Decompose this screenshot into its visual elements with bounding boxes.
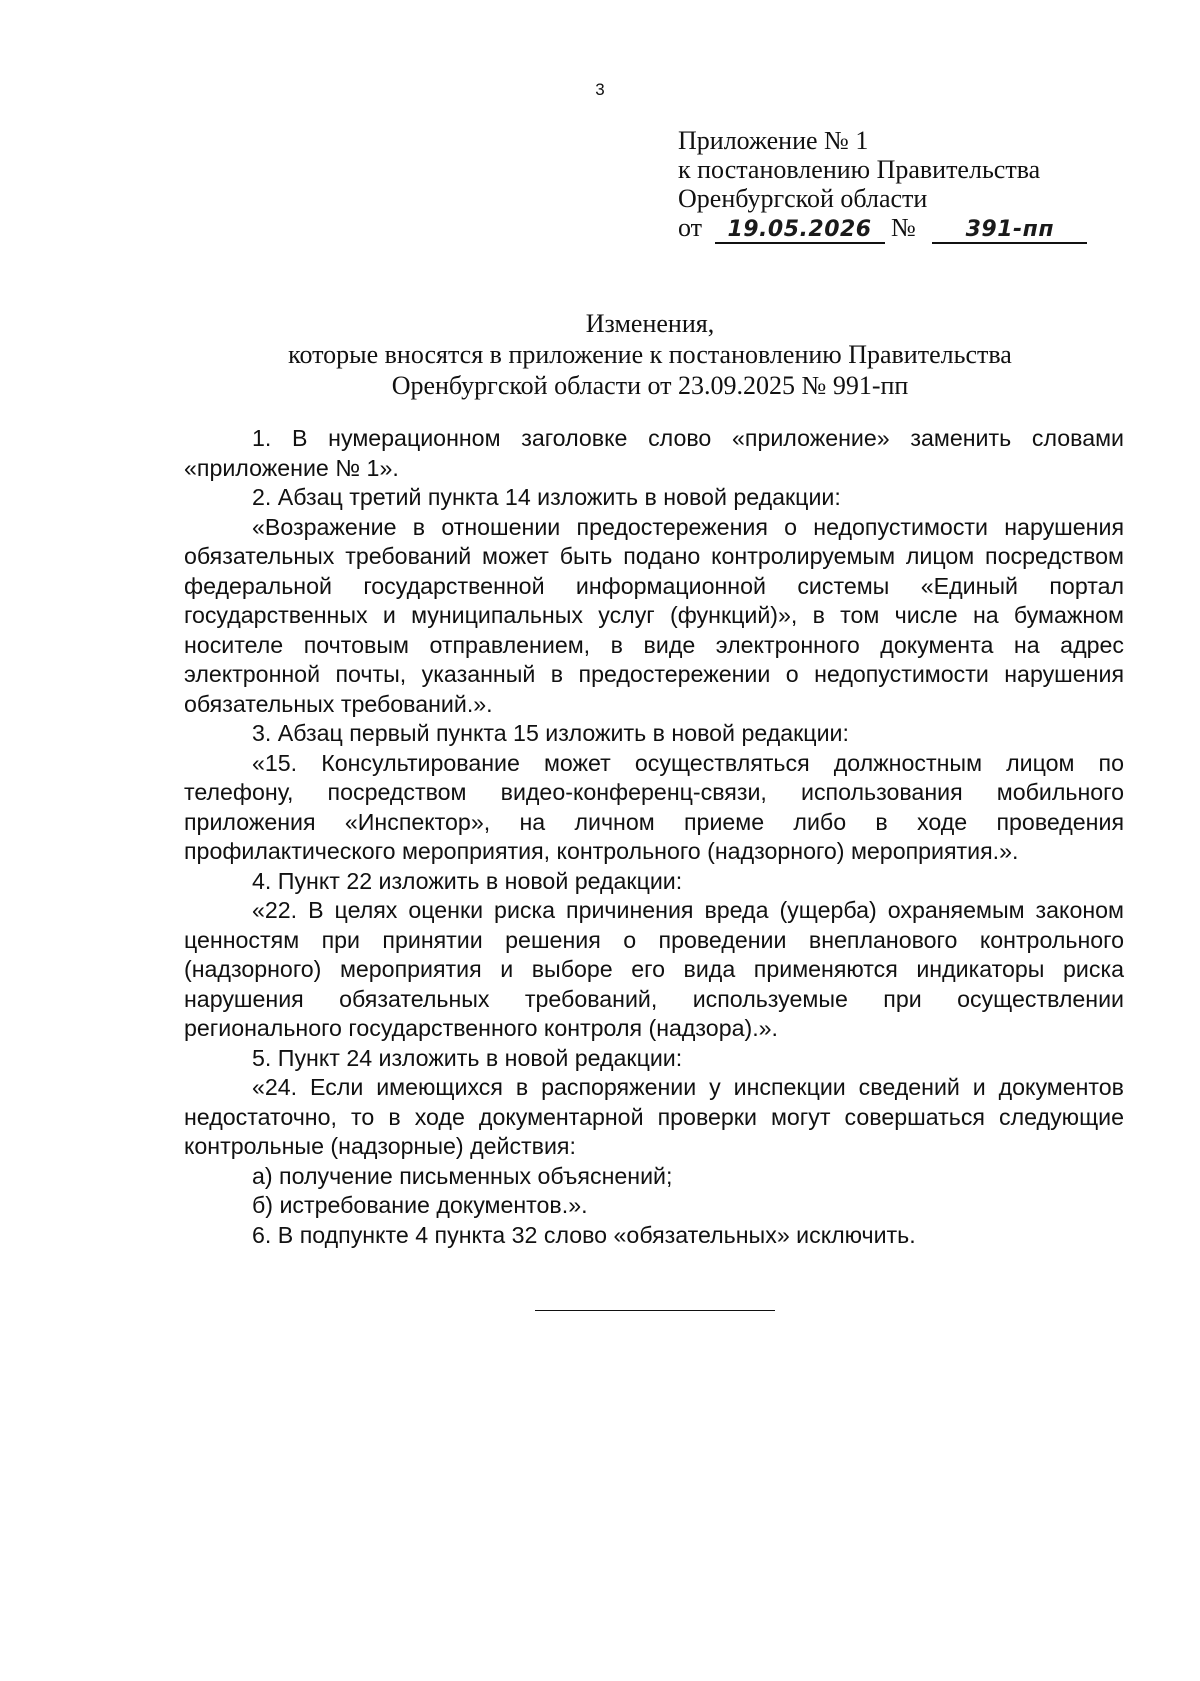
appendix-region: Оренбургской области bbox=[678, 184, 928, 213]
handwritten-number: 391-пп bbox=[932, 218, 1087, 244]
handwritten-date: 19.05.2026 bbox=[715, 218, 885, 244]
paragraph-5: «15. Консультирование может осуществляться должностным лицом по телефону, посредством видео-конференц-связи, использования мобильного приложения «Инспектор», на личном приеме либо в ходе проведения профилактического мероприятия, контрольного (надзорного) мероприятия.». bbox=[184, 749, 1124, 864]
appendix-date-number-line bbox=[678, 213, 1118, 244]
document-body bbox=[184, 424, 1124, 1250]
paragraph-3: «Возражение в отношении предостережения о недопустимости нарушения обязательных требований может быть подано контролируемым лицом посредством федеральной государственной информационной системы «Единый портал государственных и муниципальных услуг (функций)», в том числе на бумажном носителе почтовым отправлением, в виде электронного документа на адрес электронной почты, указанный в предостережении о недопустимости нарушения обязательных требований.». bbox=[184, 513, 1124, 717]
title-line-3: Оренбургской области от 23.09.2025 № 991-пп bbox=[391, 371, 909, 400]
appendix-reference: к постановлению Правительства bbox=[678, 155, 1041, 184]
appendix-title: Приложение № 1 bbox=[678, 126, 869, 155]
paragraph-10: а) получение письменных объяснений; bbox=[252, 1162, 673, 1189]
document-title bbox=[160, 308, 1140, 401]
title-line-2: которые вносятся в приложение к постановлению Правительства bbox=[288, 340, 1012, 369]
paragraph-6: 4. Пункт 22 изложить в новой редакции: bbox=[252, 867, 683, 894]
number-label: № bbox=[891, 213, 916, 242]
paragraph-7: «22. В целях оценки риска причинения вреда (ущерба) охраняемым законом ценностям при принятии решения о проведении внепланового контрольного (надзорного) мероприятия и выборе его вида применяются индикаторы риска нарушения обязательных требований, используемые при осуществлении регионального государственного контроля (надзора).». bbox=[184, 897, 1124, 1041]
from-label: от bbox=[678, 213, 703, 242]
page-number: 3 bbox=[595, 80, 605, 99]
end-divider bbox=[535, 1310, 775, 1311]
paragraph-12: 6. В подпункте 4 пункта 32 слово «обязательных» исключить. bbox=[252, 1221, 916, 1248]
paragraph-11: б) истребование документов.». bbox=[252, 1192, 588, 1218]
paragraph-2: 2. Абзац третий пункта 14 изложить в новой редакции: bbox=[252, 484, 841, 510]
paragraph-1: 1. В нумерационном заголовке слово «приложение» заменить словами «приложение № 1». bbox=[184, 425, 1124, 481]
paragraph-8: 5. Пункт 24 изложить в новой редакции: bbox=[252, 1044, 683, 1071]
appendix-header bbox=[678, 126, 1118, 244]
title-line-1: Изменения, bbox=[585, 309, 715, 338]
paragraph-9: «24. Если имеющихся в распоряжении у инспекции сведений и документов недостаточно, то в ходе документарной проверки могут совершаться следующие контрольные (надзорные) действия: bbox=[184, 1074, 1124, 1159]
paragraph-4: 3. Абзац первый пункта 15 изложить в новой редакции: bbox=[252, 720, 849, 746]
